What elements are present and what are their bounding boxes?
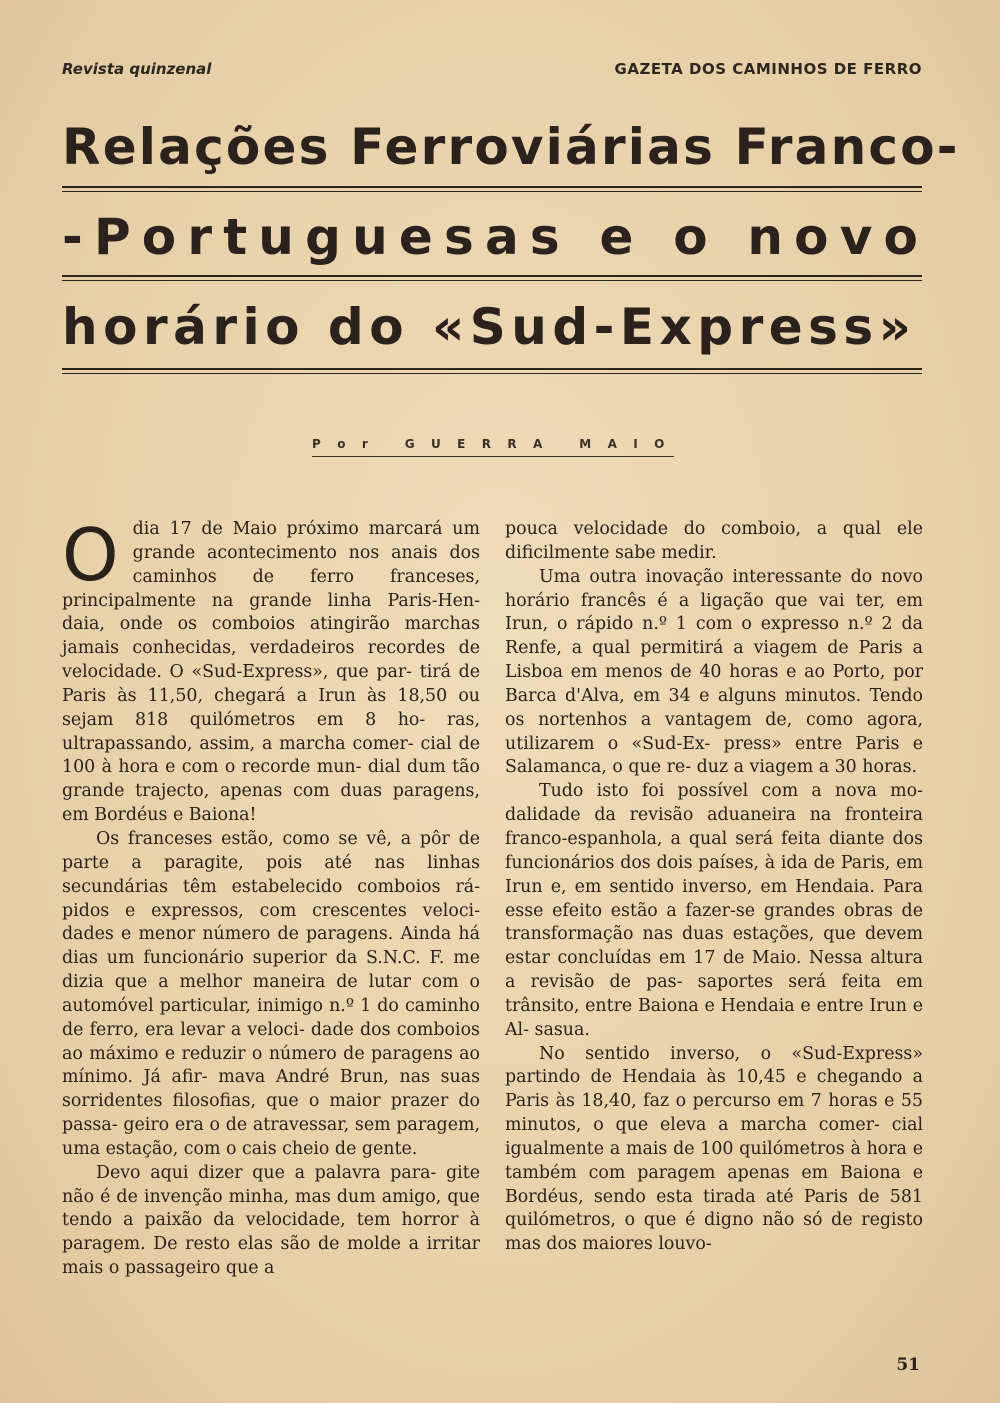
text-line: número de paragens ao mínimo. Já afir-	[62, 1043, 480, 1088]
text-line: jamais conhecidas, verdadeiros recordes	[62, 638, 459, 659]
text-line: 17 de Maio. Nessa altura a revisão de pas-	[505, 948, 923, 993]
text-line: ao Porto, por Barca d'Alva, em 34 e alguns	[505, 662, 924, 706]
text-line: dades e menor número de paragens. Ainda	[62, 924, 459, 945]
text-line: amigo, que tendo a paixão da velocidade,	[62, 1186, 480, 1231]
text-line: Uma outra inovação interessante do	[539, 566, 882, 587]
article-title-line-1: Relações Ferroviárias Franco-	[62, 118, 960, 176]
text-line: pidos e expressos, com crescentes veloci-	[62, 900, 480, 921]
text-line: cial igualmente a mais de 100 quilómetros	[505, 1115, 924, 1159]
text-line: com o automóvel particular, inimigo n.º 1	[62, 972, 480, 1016]
paragraph	[505, 518, 923, 566]
text-line: duas paragens, em Bordéus e Baiona!	[62, 781, 480, 826]
text-line: dificilmente sabe medir.	[505, 542, 717, 563]
article-column-left	[62, 513, 481, 1281]
text-line: gite não é de invenção minha, mas dum	[62, 1162, 480, 1207]
text-line: há dias um funcionário superior da S.N.C.	[62, 924, 480, 969]
text-line: um grande acontecimento nos anais	[132, 519, 480, 563]
text-line: do caminho de ferro, era levar a veloci-	[62, 995, 480, 1040]
text-line: ras, ultrapassando, assim, a marcha comer-	[62, 709, 480, 754]
text-line: de, como agora, utilizarem o «Sud-Ex-	[505, 709, 923, 754]
header-publication-name: GAZETA DOS CAMINHOS DE FERRO	[614, 60, 922, 78]
text-line: tem horror à paragem. De resto elas são	[62, 1210, 480, 1255]
text-line: daia, onde os comboios atingirão marchas	[62, 614, 480, 635]
text-line: de Paris a Lisboa em menos de 40 horas e	[505, 638, 924, 683]
drop-cap: O	[62, 513, 119, 597]
text-line: cial de 100 à hora e com o recorde mun-	[62, 733, 481, 778]
running-header	[62, 60, 922, 82]
text-line: Devo aqui dizer que a palavra para-	[96, 1162, 437, 1183]
text-line: dial dum tão grande trajecto, apenas com	[62, 757, 480, 802]
text-line: Paris, em Irun e, em sentido inverso, em	[505, 852, 923, 897]
text-line: mava André Brun, nas suas sorridentes	[62, 1067, 480, 1112]
text-line: secundárias têm estabelecido comboios rá-	[62, 876, 480, 897]
text-line: press» entre Paris e Salamanca, o que re-	[505, 733, 923, 778]
text-line: Baiona e Hendaia e entre Irun e Al-	[505, 995, 923, 1040]
article-title-line-3: horário do «Sud-Express»	[62, 298, 917, 356]
paragraph	[62, 1162, 480, 1281]
text-line: dos funcionários dos dois países, à ida de	[505, 828, 923, 873]
text-line: à hora e também com paragem apenas em	[505, 1138, 923, 1183]
article-column-right	[505, 518, 923, 1257]
text-line: geiro era o de atravessar, sem paragem,	[123, 1115, 480, 1136]
text-line: saportes será feita em trânsito, entre	[505, 972, 923, 1016]
text-line: Tudo isto foi possível com a nova mo-	[539, 781, 923, 802]
text-line: novo horário francês é a ligação que vai	[505, 566, 923, 611]
text-line: partindo de Hendaia às 10,45 e chegando	[505, 1067, 913, 1088]
article-title-line-2: -Portuguesas e o novo	[62, 208, 930, 266]
text-line: No sentido inverso, o «Sud-Express»	[539, 1043, 923, 1064]
text-line: sasua.	[534, 1019, 590, 1040]
text-line: ter, em Irun, o rápido n.º 1 com o expresso	[505, 590, 923, 635]
text-line: franco-espanhola, a qual será feita diante	[505, 828, 893, 849]
text-line: a Paris às 18,40, faz o percurso em 7 horas	[505, 1067, 923, 1112]
paragraph	[505, 566, 923, 781]
text-line: dade dos comboios ao máximo e reduzir o	[62, 1019, 480, 1064]
header-publication-frequency: Revista quinzenal	[62, 60, 212, 78]
text-line: principalmente na grande linha Paris-Hen-	[62, 590, 480, 611]
text-line: Hendaia. Para esse efeito estão a fazer-se	[505, 876, 923, 921]
author-byline: Por GUERRA MAIO	[312, 437, 681, 451]
paragraph	[62, 513, 481, 828]
text-line: dalidade da revisão aduaneira na fronteira	[505, 805, 923, 826]
text-line: e 55 minutos, o que eleva a marcha comer-	[505, 1091, 923, 1136]
title-rule-3	[62, 368, 922, 374]
text-line: Paris de 581 quilómetros, o que é digno	[505, 1186, 923, 1231]
paragraph	[505, 1043, 923, 1258]
text-line: n.º 2 da Renfe, a qual permitirá a viagem	[505, 614, 923, 659]
text-line: de velocidade. O «Sud-Express», que par-	[62, 638, 480, 683]
text-line: minutos. Tendo os nortenhos a vantagem	[505, 685, 923, 730]
text-line: de parte a paragite, pois até nas linhas	[62, 828, 480, 873]
paragraph	[62, 828, 480, 1162]
paragraph	[505, 780, 923, 1042]
text-line: Os franceses estão, como se vê, a pôr	[96, 828, 459, 849]
page-number: 51	[896, 1355, 920, 1375]
title-rule-1	[62, 186, 922, 192]
text-line: duz a viagem a 30 horas.	[696, 757, 918, 778]
text-line: filosofias, que o maior prazer do passa-	[62, 1091, 480, 1136]
text-line: estações, que devem estar concluídas em	[505, 924, 923, 969]
text-line: pouca velocidade do comboio, a qual ele	[505, 519, 923, 539]
text-line: uma estação, com o cais cheio de gente.	[62, 1138, 418, 1159]
text-line: grandes obras de transformação nas duas	[505, 900, 923, 945]
byline-underline	[312, 456, 674, 457]
text-line: dos caminhos de ferro franceses,	[132, 542, 480, 587]
text-line: 18,50 ou sejam 818 quilómetros em 8 ho-	[62, 685, 480, 730]
text-line: dia 17 de Maio próximo marcará	[132, 519, 453, 539]
text-line: de molde a irritar mais o passageiro que a	[62, 1234, 480, 1279]
text-line: F. me dizia que a melhor maneira de lutar	[62, 948, 480, 993]
text-line: tirá de Paris às 11,50, chegará a Irun às	[62, 662, 480, 706]
text-line: Baiona e Bordéus, sendo esta tirada até	[505, 1162, 923, 1207]
title-rule-2	[62, 275, 922, 281]
text-line: não só de registo mas dos maiores louvo-	[505, 1210, 923, 1255]
